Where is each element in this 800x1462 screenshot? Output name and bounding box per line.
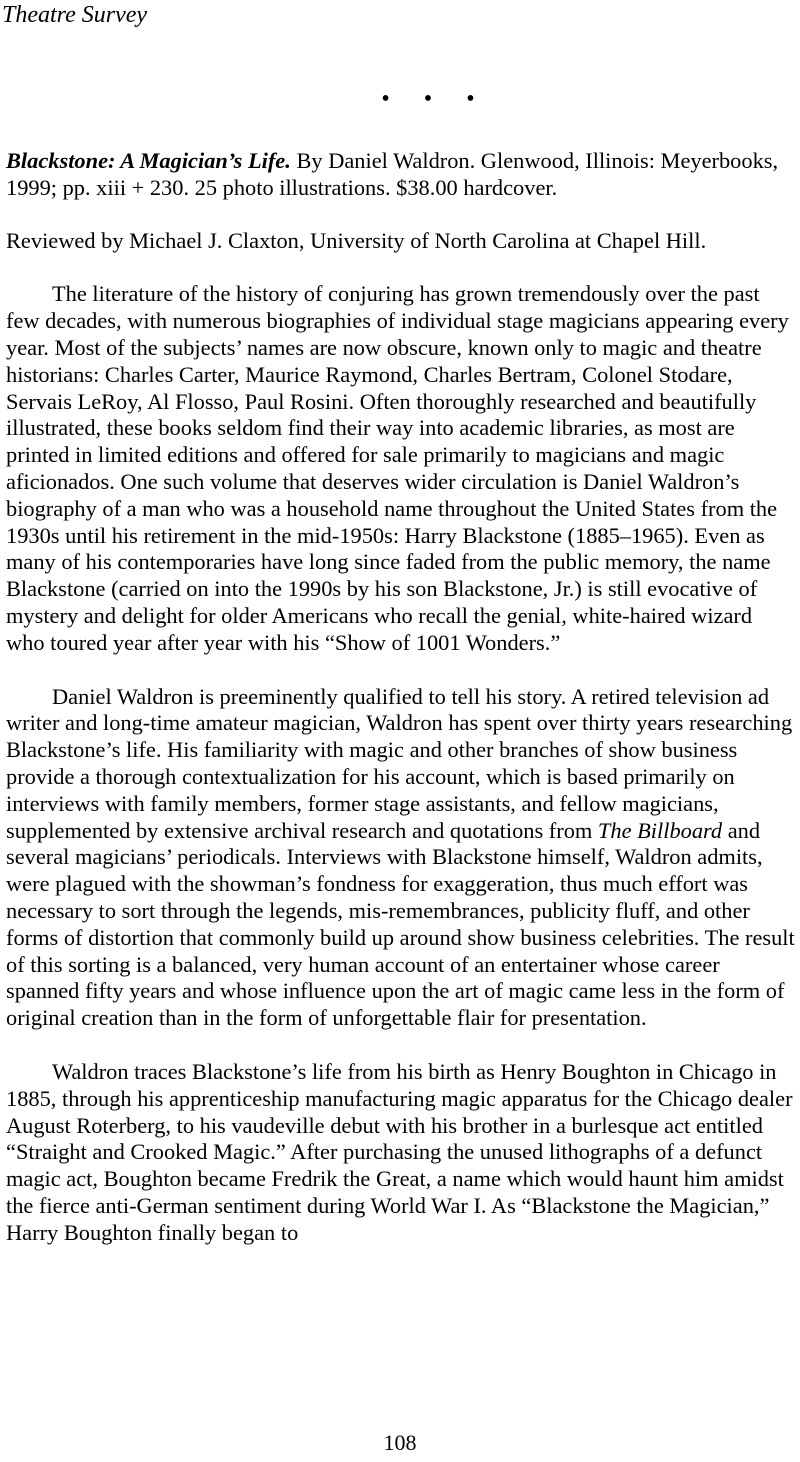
body-paragraph-2 <box>6 684 796 1032</box>
book-citation <box>6 148 796 202</box>
book-details: By Daniel Waldron. Glenwood, Illinois: Meyerbooks, 1999; pp. xiii + 230. 25 photo illustrations. $38.00 hardcover. <box>6 148 779 200</box>
reviewer-line: Reviewed by Michael J. Claxton, University of North Carolina at Chapel Hill. <box>6 227 707 253</box>
body-paragraph-1: The literature of the history of conjuring has grown tremendously over the past few decades, with numerous biographies of individual stage magicians appearing every year. Most of the subjects’ names are now obscure, known only to magic and theatre historians: Charles Carter, Maurice Raymond, Charles Bertram, Colonel Stodare, Servais LeRoy, Al Flosso, Paul Rosini. Often thoroughly researched and beautifully illustrated, these books seldom find their way into academic libraries, as most are printed in limited editions and offered for sale primarily to magicians and magic aficionados. One such volume that deserves wider circulation is Daniel Waldron’s biography of a man who was a household name throughout the United States from the 1930s until his retirement in the mid-1950s: Harry Blackstone (1885–1965). Even as many of his contemporaries have long since faded from the public memory, the name Blackstone (carried on into the 1990s by his son Blackstone, Jr.) is still evocative of mystery and delight for older Americans who recall the genial, white-haired wizard who toured year after year with his “Show of 1001 Wonders.” <box>6 281 789 655</box>
page-number: 108 <box>383 1430 417 1455</box>
journal-title: Theatre Survey <box>2 2 148 28</box>
review-article <box>6 148 796 1273</box>
periodical-title: The Billboard <box>597 817 723 843</box>
section-separator: • • • <box>381 86 489 112</box>
book-title: Blackstone: A Magician’s Life. <box>6 148 291 173</box>
body-paragraph-3: Waldron traces Blackstone’s life from his birth as Henry Boughton in Chicago in 1885, through his apprenticeship manufacturing magic apparatus for the Chicago dealer August Roterberg, to his vaudeville debut with his brother in a burlesque act entitled “Straight and Crooked Magic.” After purchasing the unused lithographs of a defunct magic act, Boughton became Fredrik the Great, a name which would haunt him amidst the fierce anti-German sentiment during World War I. As “Blackstone the Magician,” Harry Boughton finally began to <box>6 1058 793 1245</box>
body-paragraph-2-text-a: Daniel Waldron is preeminently qualified to tell his story. A retired television ad writer and long-time amateur magician, Waldron has spent over thirty years researching Blackstone’s life. His familiarity with magic and other branches of show business provide a thorough contextualization for his account, which is based primarily on interviews with family members, former stage assistants, and fellow magicians, supplemented by extensive archival research and quotations from <box>6 683 793 843</box>
body-paragraph-2-text-b: and several magicians’ periodicals. Interviews with Blackstone himself, Waldron admits, were plagued with the showman’s fondness for exaggeration, thus much effort was necessary to sort through the legends, mis-remembrances, publicity fluff, and other forms of distortion that commonly build up around show business celebrities. The result of this sorting is a balanced, very human account of an entertainer whose career spanned fifty years and whose influence upon the art of magic came less in the form of original creation than in the form of unforgettable flair for presentation. <box>6 817 795 1031</box>
